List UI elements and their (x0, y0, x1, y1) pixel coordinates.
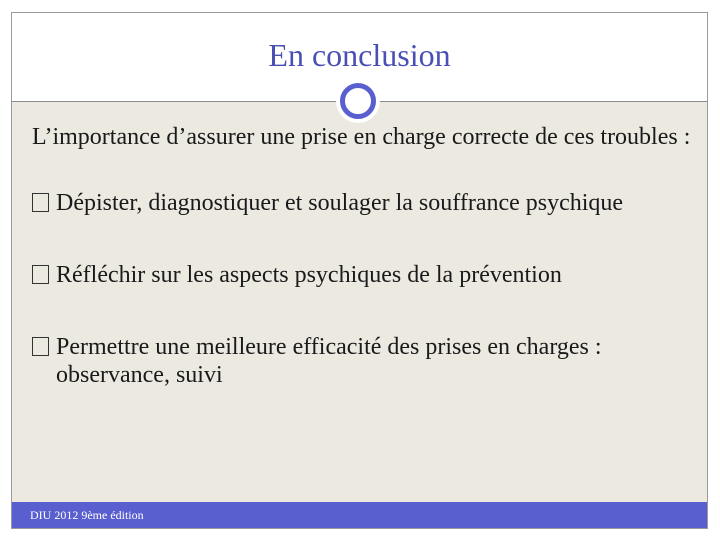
bullet-item (32, 261, 692, 289)
ring-ornament-icon (340, 83, 376, 119)
bullet-text: Réfléchir sur les aspects psychiques de la prévention (56, 262, 562, 288)
slide (11, 12, 708, 529)
footer-bar (12, 502, 707, 528)
square-bullet-icon (32, 265, 49, 284)
slide-content (32, 123, 692, 433)
bullet-item (32, 333, 692, 389)
bullet-text: Dépister, diagnostiquer et soulager la souffrance psychique (56, 190, 624, 216)
square-bullet-icon (32, 193, 49, 212)
bullet-text: Permettre une meilleure efficacité des prises en charges : observance, suivi (56, 334, 602, 388)
intro-text: L’importance d’assurer une prise en charge correcte de ces troubles : (32, 124, 691, 150)
footer-text: DIU 2012 9ème édition (30, 508, 144, 522)
square-bullet-icon (32, 337, 49, 356)
bullet-list (32, 189, 692, 389)
bullet-item (32, 189, 692, 217)
slide-title: En conclusion (268, 37, 451, 73)
